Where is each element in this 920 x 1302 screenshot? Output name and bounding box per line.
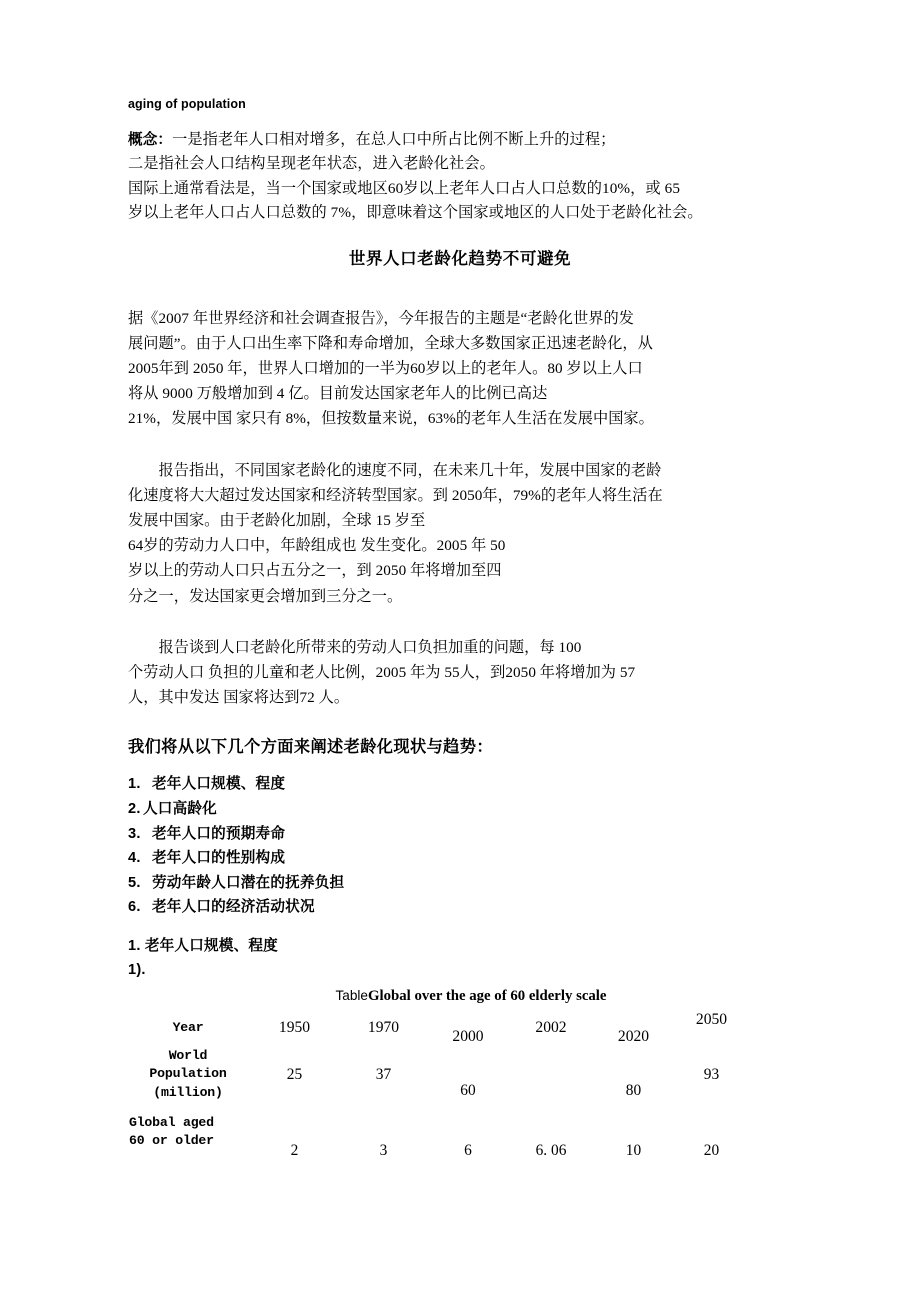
row-label-line: World [168, 1048, 208, 1064]
list-item-number: 2. [128, 801, 141, 818]
cell-world-2000: 60 [460, 1082, 476, 1100]
para2-line-2: 化速度将大大超过发达国家和经济转型国家。到 2050年，79%的老年人将生活在 [128, 486, 663, 504]
table-caption-prefix: Table [335, 988, 368, 1004]
cell-aged-2002: 6. 06 [535, 1142, 567, 1160]
concept-line-3: 国际上通常看法是，当一个国家或地区60岁以上老年人口占人口总数的10%，或 65 [128, 179, 681, 197]
aspects-heading: 我们将从以下几个方面来阐述老龄化现状与趋势： [128, 738, 493, 757]
list-item-number: 5. [128, 874, 141, 891]
spacer [128, 710, 792, 736]
para2-line-3: 发展中国家。由于老龄化加剧，全球 15 岁至 [128, 512, 426, 530]
spacer [128, 270, 792, 306]
cell-world-1970: 37 [375, 1065, 392, 1083]
para1-line-3: 2005年到 2050 年，世界人口增加的一半为60岁以上的老年人。80 岁以上人口 [128, 360, 643, 378]
row-label-line: Population [149, 1066, 227, 1082]
para3-line-3: 人，其中发达 国家将达到72 人。 [128, 689, 350, 707]
concept-line-4: 岁以上老年人口占人口总数的 7%，即意味着这个国家或地区的人口处于老龄化社会。 [128, 204, 703, 222]
cell-world-2020: 80 [625, 1082, 642, 1100]
table-container [128, 986, 792, 1162]
para2-line-5: 岁以上的劳动人口只占五分之一，到 2050 年将增加至四 [128, 562, 502, 580]
list-item-label: 老年人口规模、程度 [152, 776, 286, 793]
paragraph-report-2007 [128, 306, 792, 432]
section1-heading: 1. 老年人口规模、程度 [128, 938, 278, 955]
page-title: aging of population [128, 97, 246, 111]
list-item-label: 老年人口的经济活动状况 [152, 899, 315, 916]
spacer [128, 432, 792, 458]
table-header-1970: 1970 [367, 1019, 400, 1037]
section1-subnumber: 1). [128, 962, 146, 979]
row-label-line: (million) [153, 1084, 223, 1100]
table-row [128, 1102, 748, 1162]
para2-line-4: 64岁的劳动力人口中，年龄组成也 发生变化。2005 年 50 [128, 537, 506, 555]
para3-line-2: 个劳动人口 负担的儿童和老人比例，2005 年为 55人，到2050 年将增加为 57 [128, 664, 636, 682]
table-header-year: Year [172, 1019, 204, 1035]
concept-label: 概念： [128, 132, 173, 148]
cell-aged-2050: 20 [703, 1142, 720, 1160]
list-item-number: 3. [128, 825, 141, 842]
list-item-number: 1. [128, 776, 141, 793]
list-item-label: 人口高龄化 [143, 801, 217, 818]
center-heading: 世界人口老龄化趋势不可避免 [348, 249, 572, 268]
list-item [128, 871, 792, 896]
concept-line-2: 二是指社会人口结构呈现老年状态，进入老龄化社会。 [128, 155, 495, 173]
cell-aged-1950: 2 [290, 1142, 299, 1160]
list-item [128, 895, 792, 920]
aspects-list [128, 772, 792, 920]
table-row [128, 1047, 748, 1102]
para1-line-2: 展问题”。由于人口出生率下降和寿命增加，全球大多数国家正迅速老龄化，从 [128, 334, 653, 352]
para3-line-1: 报告谈到人口老龄化所带来的劳动人口负担加重的问题，每 100 [128, 638, 582, 656]
table-header-2050: 2050 [695, 1011, 728, 1029]
list-item [128, 797, 792, 822]
list-item-label: 老年人口的性别构成 [152, 850, 286, 867]
row-label-world-population [128, 1047, 248, 1102]
list-item [128, 822, 792, 847]
concept-line-1 [128, 128, 792, 152]
row-label-line: 60 or older [129, 1133, 214, 1149]
para1-line-4: 将从 9000 万般增加到 4 亿。目前发达国家老年人的比例已高达 [128, 385, 548, 403]
list-item-label: 劳动年龄人口潜在的抚养负担 [152, 874, 345, 891]
para1-line-1: 据《2007 年世界经济和社会调查报告》，今年报告的主题是“老龄化世界的发 [128, 309, 634, 327]
table-caption-main: Global over the age of 60 elderly scale [368, 988, 607, 1005]
table-caption [128, 986, 792, 1006]
cell-world-2002 [510, 1047, 592, 1102]
concept-block [128, 128, 792, 226]
list-item-number: 4. [128, 850, 141, 867]
para1-line-5: 21%，发展中国 家只有 8%，但按数量来说，63%的老年人生活在发展中国家。 [128, 410, 654, 428]
table-header-row [128, 1009, 748, 1047]
paragraph-labour-burden [128, 635, 792, 711]
document-body [128, 96, 792, 1162]
table-header-2020: 2020 [617, 1028, 650, 1046]
cell-world-2050: 93 [703, 1065, 720, 1083]
cell-aged-2020: 10 [625, 1142, 642, 1160]
table-header-1950: 1950 [278, 1019, 311, 1037]
spacer [128, 609, 792, 635]
concept-text-1: 一是指老年人口相对增多，在总人口中所占比例不断上升的过程； [172, 131, 616, 148]
elderly-scale-table [128, 1009, 748, 1162]
table-header-2002: 2002 [535, 1019, 567, 1037]
list-item [128, 846, 792, 871]
spacer [128, 758, 792, 772]
table-header-2000: 2000 [452, 1028, 484, 1046]
row-label-global-aged [128, 1102, 248, 1162]
cell-aged-2000: 6 [464, 1142, 472, 1160]
list-item-number: 6. [128, 899, 141, 916]
row-label-line: Global aged [129, 1114, 214, 1130]
cell-aged-1970: 3 [379, 1142, 388, 1160]
list-item-label: 老年人口的预期寿命 [152, 825, 286, 842]
cell-world-1950: 25 [286, 1065, 303, 1083]
spacer [128, 920, 792, 934]
para2-line-6: 分之一，发达国家更会增加到三分之一。 [128, 587, 403, 605]
list-item [128, 772, 792, 797]
paragraph-speed-difference [128, 458, 792, 609]
para2-line-1: 报告指出，不同国家老龄化的速度不同，在未来几十年，发展中国家的老龄 [128, 461, 662, 479]
